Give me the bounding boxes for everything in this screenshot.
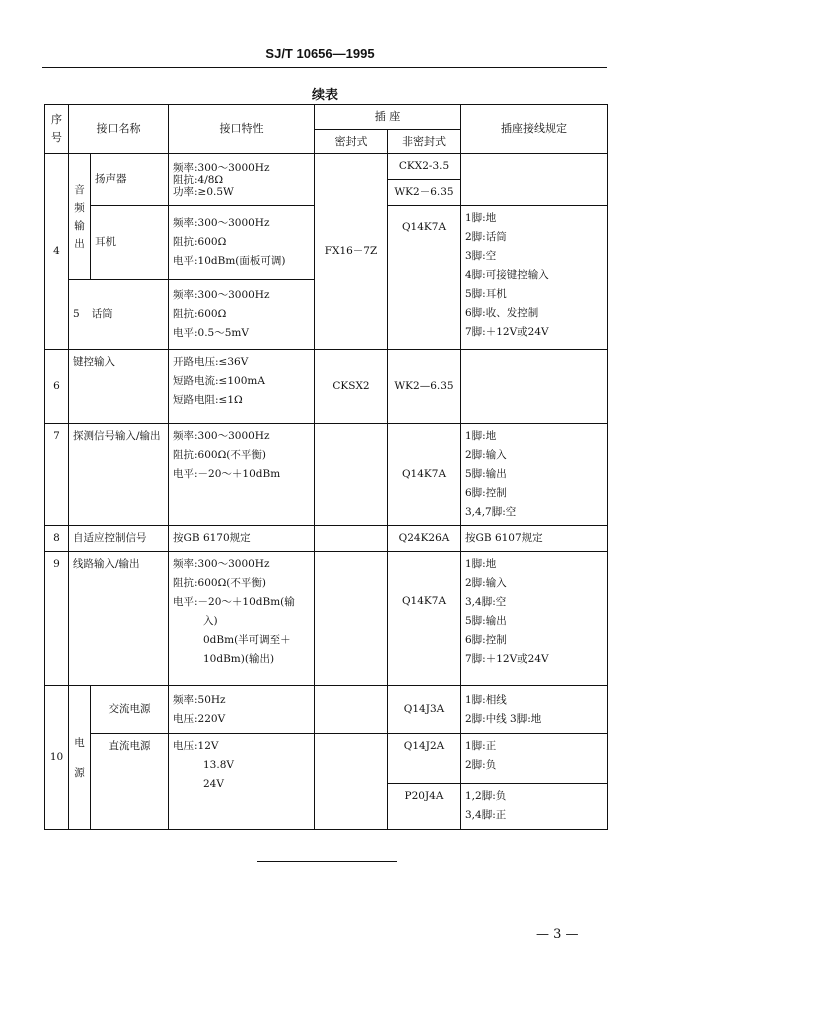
ac-power-unsealed: Q14J3A <box>388 686 461 734</box>
shared-wiring: 1脚:地 2脚:话筒 3脚:空 4脚:可接键控输入 5脚:耳机 6脚:收、发控制 7脚:＋12V或24V <box>461 206 608 350</box>
audio-output-group: 音频输出 <box>69 154 91 280</box>
adaptive-unsealed: Q24K26A <box>388 526 461 552</box>
table-row <box>45 526 608 552</box>
dc-power-sealed <box>315 734 388 830</box>
dc-power-wiring-1: 1脚:正 2脚:负 <box>461 734 608 784</box>
line-io-wiring: 1脚:地 2脚:输入 3,4脚:空 5脚:输出 6脚:控制 7脚:＋12V或24V <box>461 552 608 686</box>
ac-power-sealed <box>315 686 388 734</box>
header-socket: 插 座 <box>315 105 461 130</box>
adaptive-wiring: 按GB 6107规定 <box>461 526 608 552</box>
table-row <box>45 734 608 784</box>
table-row <box>45 424 608 526</box>
row-number: 4 <box>45 154 69 350</box>
dc-power-unsealed-2: P20J4A <box>388 784 461 830</box>
interface-table <box>44 104 607 819</box>
detect-io-name: 探测信号输入/输出 <box>69 424 169 526</box>
key-input-name: 键控输入 <box>69 350 169 424</box>
table-title: 续表 <box>311 88 338 103</box>
ac-power-name: 交流电源 <box>91 686 169 734</box>
earphone-unsealed: Q14K7A <box>388 206 461 350</box>
key-input-spec: 开路电压:≤36V 短路电流:≤100mA 短路电阻:≤1Ω <box>169 350 315 424</box>
key-input-unsealed: WK2—6.35 <box>388 350 461 424</box>
row-number: 8 <box>45 526 69 552</box>
key-input-sealed: CKSX2 <box>315 350 388 424</box>
ac-power-spec: 频率:50Hz 电压:220V <box>169 686 315 734</box>
dc-power-spec: 电压:12V 13.8V 24V <box>169 734 315 830</box>
table-header-row <box>45 105 608 130</box>
adaptive-name: 自适应控制信号 <box>69 526 169 552</box>
table-row <box>45 350 608 424</box>
table-row <box>45 154 608 180</box>
header-sealed: 密封式 <box>315 130 388 154</box>
header-wiring: 插座接线规定 <box>461 105 608 154</box>
row-number: 10 <box>45 686 69 830</box>
earphone-spec: 频率:300～3000Hz 阻抗:600Ω 电平:10dBm(面板可调) <box>169 206 315 280</box>
dc-power-name: 直流电源 <box>91 734 169 830</box>
speaker-unsealed-2: WK2－6.35 <box>388 180 461 206</box>
header-spec: 接口特性 <box>169 105 315 154</box>
header-seq: 序号 <box>45 105 69 154</box>
row-number: 9 <box>45 552 69 686</box>
line-io-spec: 频率:300～3000Hz 阻抗:600Ω(不平衡) 电平:－20～＋10dBm(输 入) 0dBm(半可调至＋ 10dBm)(输出) <box>169 552 315 686</box>
end-rule <box>257 861 397 862</box>
speaker-spec: 频率:300～3000Hz 阻抗:4/8Ω 功率:≥0.5W <box>169 154 315 206</box>
header-unsealed: 非密封式 <box>388 130 461 154</box>
detect-io-wiring: 1脚:地 2脚:输入 5脚:输出 6脚:控制 3,4,7脚:空 <box>461 424 608 526</box>
speaker-unsealed-1: CKX2-3.5 <box>388 154 461 180</box>
speaker-name: 扬声器 <box>91 154 169 206</box>
line-io-sealed <box>315 552 388 686</box>
detect-io-spec: 频率:300～3000Hz 阻抗:600Ω(不平衡) 电平:－20～＋10dBm <box>169 424 315 526</box>
earphone-sealed: FX16－7Z <box>315 154 388 350</box>
table-row <box>45 552 608 686</box>
page-number: — 3 — <box>536 927 579 942</box>
table-row <box>45 686 608 734</box>
handset-spec: 频率:300～3000Hz 阻抗:600Ω 电平:0.5～5mV <box>169 280 315 350</box>
earphone-name: 耳机 <box>91 206 169 280</box>
speaker-wiring <box>461 154 608 206</box>
handset-name: 5 话筒 <box>69 280 169 350</box>
key-input-wiring <box>461 350 608 424</box>
adaptive-spec: 按GB 6170规定 <box>169 526 315 552</box>
line-io-name: 线路输入/输出 <box>69 552 169 686</box>
line-io-unsealed: Q14K7A <box>388 552 461 686</box>
adaptive-sealed <box>315 526 388 552</box>
row-number: 6 <box>45 350 69 424</box>
dc-power-wiring-2: 1,2脚:负 3,4脚:正 <box>461 784 608 830</box>
dc-power-unsealed-1: Q14J2A <box>388 734 461 784</box>
detect-io-sealed <box>315 424 388 526</box>
row-number: 7 <box>45 424 69 526</box>
standard-code: SJ/T 10656—1995 <box>265 46 375 61</box>
header-name: 接口名称 <box>69 105 169 154</box>
detect-io-unsealed: Q14K7A <box>388 424 461 526</box>
ac-power-wiring: 1脚:相线 2脚:中线 3脚:地 <box>461 686 608 734</box>
power-group: 电源 <box>69 686 91 830</box>
header-rule <box>42 67 607 68</box>
